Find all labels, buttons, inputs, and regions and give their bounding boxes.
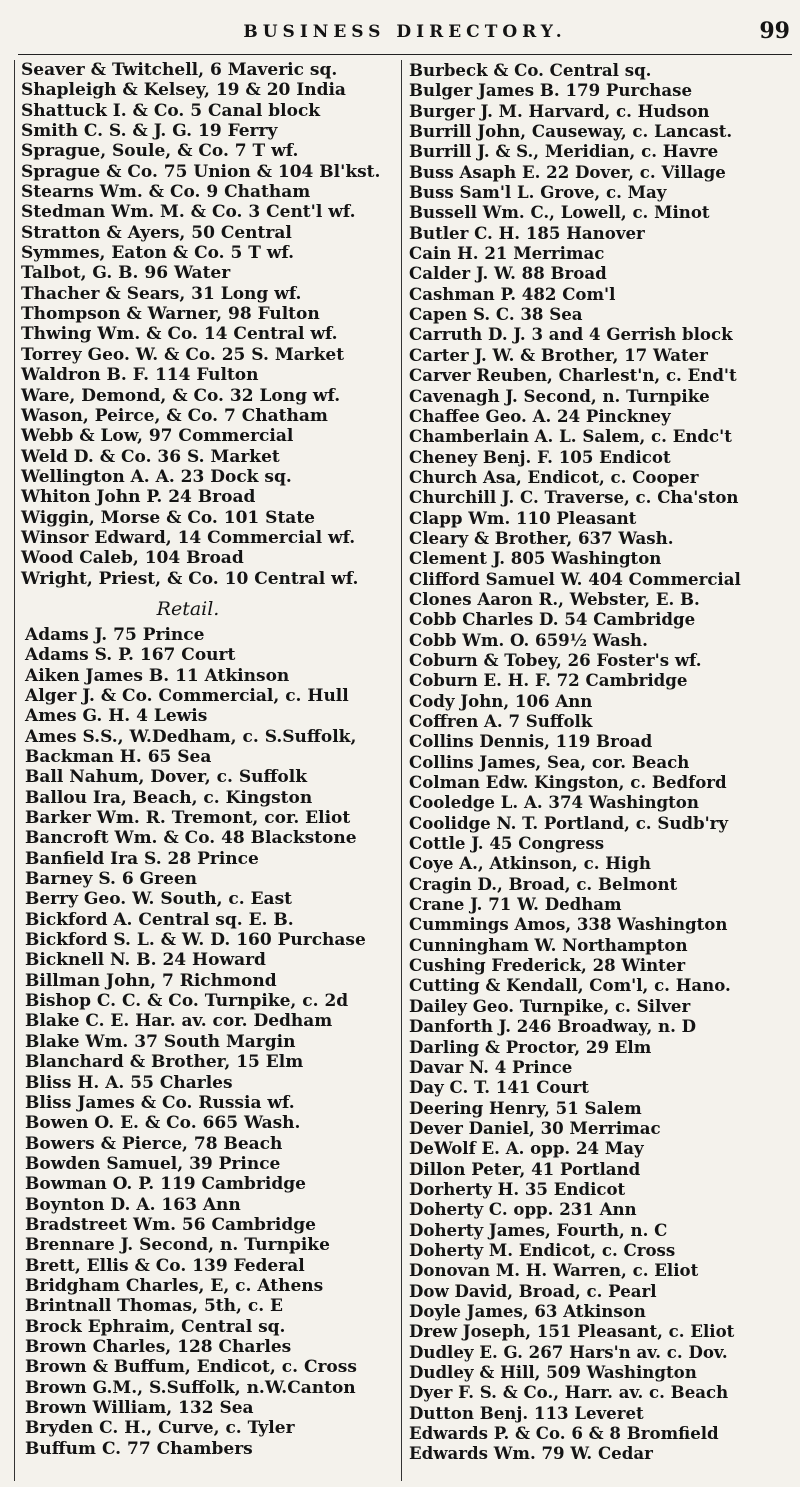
directory-entry: Shattuck I. & Co. 5 Canal block bbox=[21, 100, 321, 121]
directory-entry: Crane J. 71 W. Dedham bbox=[409, 894, 622, 915]
directory-entry: Bryden C. H., Curve, c. Tyler bbox=[25, 1418, 295, 1439]
directory-entry: Bancroft Wm. & Co. 48 Blackstone bbox=[25, 828, 357, 849]
directory-entry: Bliss H. A. 55 Charles bbox=[25, 1072, 233, 1093]
wholesale-list bbox=[15, 60, 401, 589]
directory-entry: Doherty M. Endicot, c. Cross bbox=[409, 1239, 676, 1260]
directory-entry: Clapp Wm. 110 Pleasant bbox=[409, 507, 637, 528]
directory-entry: Cragin D., Broad, c. Belmont bbox=[409, 873, 678, 894]
directory-entry: Weld D. & Co. 36 S. Market bbox=[21, 446, 280, 467]
directory-entry: Deering Henry, 51 Salem bbox=[409, 1097, 642, 1118]
directory-entry: Blake C. E. Har. av. cor. Dedham bbox=[25, 1011, 333, 1032]
directory-entry: Cavenagh J. Second, n. Turnpike bbox=[409, 385, 710, 406]
directory-entry: Coburn E. H. F. 72 Cambridge bbox=[409, 670, 688, 691]
directory-entry: Thompson & Warner, 98 Fulton bbox=[21, 304, 320, 325]
directory-entry: Edwards Wm. 79 W. Cedar bbox=[409, 1443, 653, 1464]
directory-entry: Ballou Ira, Beach, c. Kingston bbox=[25, 787, 313, 808]
directory-entry: Coye A., Atkinson, c. High bbox=[409, 853, 651, 874]
directory-entry: Symmes, Eaton & Co. 5 T wf. bbox=[21, 243, 295, 264]
directory-entry: Backman H. 65 Sea bbox=[25, 747, 212, 767]
directory-entry: Adams J. 75 Prince bbox=[25, 624, 205, 645]
directory-entry: Adams S. P. 167 Court bbox=[25, 645, 236, 666]
directory-entry: Sprague, Soule, & Co. 7 T wf. bbox=[21, 141, 299, 162]
directory-entry: Edwards P. & Co. 6 & 8 Bromfield bbox=[409, 1423, 719, 1444]
directory-entry: Brennare J. Second, n. Turnpike bbox=[25, 1235, 330, 1256]
directory-entry: Ware, Demond, & Co. 32 Long wf. bbox=[21, 385, 341, 406]
directory-entry: Bicknell N. B. 24 Howard bbox=[25, 950, 266, 971]
directory-entry: Winsor Edward, 14 Commercial wf. bbox=[21, 527, 356, 548]
directory-entry: Boynton D. A. 163 Ann bbox=[25, 1194, 241, 1215]
directory-entry: Clifford Samuel W. 404 Commercial bbox=[409, 568, 741, 589]
directory-entry: Aiken James B. 11 Atkinson bbox=[25, 665, 290, 686]
directory-entry: Blanchard & Brother, 15 Elm bbox=[25, 1052, 304, 1073]
directory-entry: Bowman O. P. 119 Cambridge bbox=[25, 1174, 306, 1195]
directory-entry: Dutton Benj. 113 Leveret bbox=[409, 1402, 644, 1423]
directory-entry: Dudley E. G. 267 Hars'n av. c. Dov. bbox=[409, 1341, 728, 1362]
directory-entry: Dever Daniel, 30 Merrimac bbox=[409, 1117, 661, 1138]
directory-entry: Stratton & Ayers, 50 Central bbox=[21, 222, 292, 243]
directory-entry: Bulger James B. 179 Purchase bbox=[409, 80, 693, 101]
directory-entry: Ames S.S., W.Dedham, c. S.Suffolk, bbox=[25, 726, 357, 747]
directory-entry: Bussell Wm. C., Lowell, c. Minot bbox=[409, 202, 710, 223]
directory-entry: Danforth J. 246 Broadway, n. D bbox=[409, 1016, 697, 1037]
directory-entry: Cashman P. 482 Com'l bbox=[409, 283, 616, 304]
directory-entry: Capen S. C. 38 Sea bbox=[409, 304, 583, 325]
directory-entry: Ames G. H. 4 Lewis bbox=[25, 706, 208, 727]
directory-entry: Blake Wm. 37 South Margin bbox=[25, 1031, 296, 1052]
directory-entry: Brett, Ellis & Co. 139 Federal bbox=[25, 1255, 305, 1276]
section-title-retail: Retail. bbox=[156, 597, 220, 620]
directory-entry: Colman Edw. Kingston, c. Bedford bbox=[409, 772, 727, 793]
retail-list-continued bbox=[403, 60, 795, 1464]
directory-entry: Donovan M. H. Warren, c. Eliot bbox=[409, 1260, 699, 1281]
directory-entry: Brock Ephraim, Central sq. bbox=[25, 1316, 286, 1337]
directory-entry: Brintnall Thomas, 5th, c. E bbox=[25, 1296, 283, 1317]
directory-entry: Coolidge N. T. Portland, c. Sudb'ry bbox=[409, 812, 729, 833]
directory-entry: Sprague & Co. 75 Union & 104 Bl'kst. bbox=[21, 161, 381, 182]
directory-entry: Buffum C. 77 Chambers bbox=[25, 1438, 253, 1459]
retail-list bbox=[15, 625, 401, 1459]
left-column bbox=[15, 60, 402, 1481]
directory-entry: DeWolf E. A. opp. 24 May bbox=[409, 1138, 644, 1159]
directory-entry: Waldron B. F. 114 Fulton bbox=[21, 365, 259, 386]
directory-entry: Cheney Benj. F. 105 Endicot bbox=[409, 446, 671, 467]
directory-entry: Bowen O. E. & Co. 665 Wash. bbox=[25, 1113, 301, 1134]
directory-entry: Brown William, 132 Sea bbox=[25, 1398, 254, 1418]
page-title: BUSINESS DIRECTORY. bbox=[243, 22, 567, 42]
directory-entry: Cushing Frederick, 28 Winter bbox=[409, 955, 686, 976]
directory-entry: Seaver & Twitchell, 6 Maveric sq. bbox=[21, 60, 338, 80]
directory-entry: Cain H. 21 Merrimac bbox=[409, 243, 605, 264]
directory-entry: Wellington A. A. 23 Dock sq. bbox=[21, 466, 292, 487]
directory-entry: Burger J. M. Harvard, c. Hudson bbox=[409, 100, 710, 121]
directory-entry: Dorherty H. 35 Endicot bbox=[409, 1178, 626, 1199]
directory-entry: Brown G.M., S.Suffolk, n.W.Canton bbox=[25, 1377, 356, 1398]
directory-entry: Billman John, 7 Richmond bbox=[25, 970, 277, 991]
directory-entry: Brown & Buffum, Endicot, c. Cross bbox=[25, 1357, 357, 1378]
directory-entry: Dyer F. S. & Co., Harr. av. c. Beach bbox=[409, 1382, 729, 1403]
page-number: 99 bbox=[759, 18, 790, 44]
directory-entry: Wright, Priest, & Co. 10 Central wf. bbox=[21, 568, 359, 589]
directory-columns bbox=[14, 60, 794, 1481]
directory-entry: Carter J. W. & Brother, 17 Water bbox=[409, 344, 708, 365]
directory-entry: Collins James, Sea, cor. Beach bbox=[409, 751, 690, 772]
directory-entry: Whiton John P. 24 Broad bbox=[21, 487, 256, 508]
directory-entry: Buss Asaph E. 22 Dover, c. Village bbox=[409, 161, 726, 182]
directory-entry: Burbeck & Co. Central sq. bbox=[409, 60, 652, 80]
directory-entry: Brown Charles, 128 Charles bbox=[25, 1336, 292, 1357]
directory-entry: Alger J. & Co. Commercial, c. Hull bbox=[25, 685, 349, 706]
directory-entry: Banfield Ira S. 28 Prince bbox=[25, 848, 259, 869]
directory-entry: Torrey Geo. W. & Co. 25 S. Market bbox=[21, 344, 345, 365]
directory-entry: Cooledge L. A. 374 Washington bbox=[409, 792, 699, 813]
directory-entry: Smith C. S. & J. G. 19 Ferry bbox=[21, 121, 278, 142]
directory-entry: Bradstreet Wm. 56 Cambridge bbox=[25, 1214, 316, 1235]
directory-entry: Stedman Wm. M. & Co. 3 Cent'l wf. bbox=[21, 202, 356, 223]
directory-entry: Bridgham Charles, E, c. Athens bbox=[25, 1275, 324, 1296]
directory-entry: Cottle J. 45 Congress bbox=[409, 833, 605, 854]
directory-entry: Cunningham W. Northampton bbox=[409, 934, 688, 955]
right-column bbox=[403, 60, 795, 1481]
directory-entry: Coffren A. 7 Suffolk bbox=[409, 711, 593, 731]
directory-entry: Bickford A. Central sq. E. B. bbox=[25, 909, 294, 930]
directory-entry: Clement J. 805 Washington bbox=[409, 548, 662, 569]
directory-entry: Wason, Peirce, & Co. 7 Chatham bbox=[21, 405, 328, 426]
directory-entry: Talbot, G. B. 96 Water bbox=[21, 263, 231, 284]
directory-entry: Calder J. W. 88 Broad bbox=[409, 263, 607, 284]
directory-entry: Dailey Geo. Turnpike, c. Silver bbox=[409, 995, 691, 1016]
directory-entry: Collins Dennis, 119 Broad bbox=[409, 731, 653, 752]
directory-entry: Cobb Wm. O. 659½ Wash. bbox=[409, 629, 648, 650]
directory-entry: Bowden Samuel, 39 Prince bbox=[25, 1153, 281, 1174]
directory-entry: Bowers & Pierce, 78 Beach bbox=[25, 1133, 283, 1154]
directory-entry: Dillon Peter, 41 Portland bbox=[409, 1158, 641, 1179]
directory-entry: Cobb Charles D. 54 Cambridge bbox=[409, 609, 696, 630]
directory-entry: Wiggin, Morse & Co. 101 State bbox=[21, 507, 315, 528]
directory-entry: Shapleigh & Kelsey, 19 & 20 India bbox=[21, 80, 346, 101]
directory-entry: Berry Geo. W. South, c. East bbox=[25, 889, 292, 910]
directory-entry: Barker Wm. R. Tremont, cor. Eliot bbox=[25, 808, 351, 829]
directory-entry: Chaffee Geo. A. 24 Pinckney bbox=[409, 405, 671, 426]
directory-entry: Barney S. 6 Green bbox=[25, 869, 198, 890]
directory-entry: Webb & Low, 97 Commercial bbox=[21, 426, 294, 447]
directory-entry: Churchill J. C. Traverse, c. Cha'ston bbox=[409, 487, 739, 508]
directory-entry: Stearns Wm. & Co. 9 Chatham bbox=[21, 182, 311, 203]
directory-entry: Clones Aaron R., Webster, E. B. bbox=[409, 588, 700, 609]
directory-entry: Dudley & Hill, 509 Washington bbox=[409, 1362, 697, 1382]
directory-entry: Bishop C. C. & Co. Turnpike, c. 2d bbox=[25, 991, 349, 1012]
directory-entry: Darling & Proctor, 29 Elm bbox=[409, 1036, 652, 1057]
directory-entry: Carver Reuben, Charlest'n, c. End't bbox=[409, 365, 737, 386]
directory-entry: Chamberlain A. L. Salem, c. Endc't bbox=[409, 426, 732, 447]
directory-entry: Coburn & Tobey, 26 Foster's wf. bbox=[409, 649, 702, 670]
directory-entry: Drew Joseph, 151 Pleasant, c. Eliot bbox=[409, 1321, 735, 1342]
directory-entry: Butler C. H. 185 Hanover bbox=[409, 222, 645, 243]
directory-entry: Dow David, Broad, c. Pearl bbox=[409, 1280, 657, 1301]
directory-entry: Davar N. 4 Prince bbox=[409, 1056, 573, 1077]
page-header bbox=[18, 4, 792, 55]
directory-entry: Day C. T. 141 Court bbox=[409, 1077, 589, 1098]
directory-entry: Cummings Amos, 338 Washington bbox=[409, 914, 728, 935]
directory-entry: Ball Nahum, Dover, c. Suffolk bbox=[25, 767, 308, 788]
directory-entry: Burrill John, Causeway, c. Lancast. bbox=[409, 121, 733, 142]
directory-entry: Wood Caleb, 104 Broad bbox=[21, 548, 244, 569]
directory-entry: Church Asa, Endicot, c. Cooper bbox=[409, 466, 699, 487]
directory-entry: Cleary & Brother, 637 Wash. bbox=[409, 527, 674, 548]
directory-entry: Carruth D. J. 3 and 4 Gerrish block bbox=[409, 324, 733, 345]
directory-entry: Thacher & Sears, 31 Long wf. bbox=[21, 283, 302, 304]
directory-entry: Doherty C. opp. 231 Ann bbox=[409, 1199, 637, 1220]
directory-entry: Burrill J. & S., Meridian, c. Havre bbox=[409, 141, 719, 162]
directory-entry: Bliss James & Co. Russia wf. bbox=[25, 1092, 295, 1113]
directory-entry: Bickford S. L. & W. D. 160 Purchase bbox=[25, 930, 366, 951]
directory-entry: Cody John, 106 Ann bbox=[409, 690, 593, 711]
directory-entry: Buss Sam'l L. Grove, c. May bbox=[409, 182, 667, 203]
directory-entry: Doyle James, 63 Atkinson bbox=[409, 1300, 646, 1321]
directory-entry: Doherty James, Fourth, n. C bbox=[409, 1219, 668, 1240]
directory-entry: Thwing Wm. & Co. 14 Central wf. bbox=[21, 324, 338, 345]
directory-entry: Cutting & Kendall, Com'l, c. Hano. bbox=[409, 975, 731, 996]
